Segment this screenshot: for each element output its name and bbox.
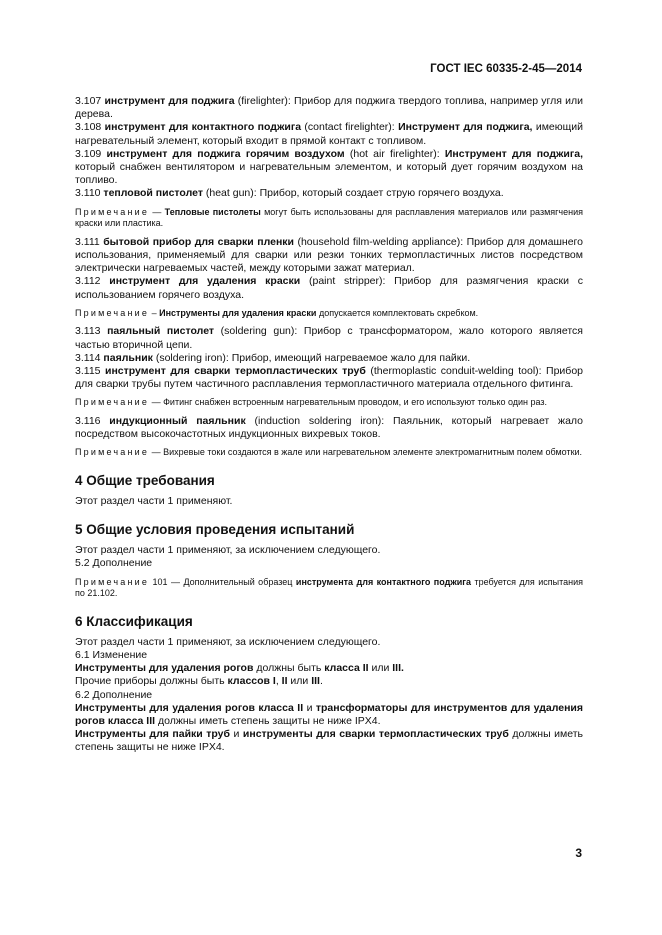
bold-term: Инструменты для удаления краски <box>159 307 317 318</box>
text-run: (hot air firelighter): <box>344 147 445 160</box>
paragraph <box>75 728 583 754</box>
bold-term: тепловой пистолет <box>103 187 203 200</box>
paragraph <box>75 662 583 675</box>
text-run: (paint stripper): Прибор для размягчения краски с использованием горячего воздуха. <box>75 275 584 301</box>
text-run: (heat gun): Прибор, который создает струю горячего воздуха. <box>202 187 504 200</box>
bold-term: Инструменты для пайки труб <box>75 728 230 741</box>
text-run: 3.108 <box>75 121 105 134</box>
paragraph <box>75 275 583 301</box>
spacer <box>75 600 583 614</box>
note-paragraph <box>75 397 583 409</box>
document-body <box>75 95 583 755</box>
page-number: 3 <box>575 846 582 860</box>
bold-term: инструмент для поджига <box>104 95 235 107</box>
text-run: 6.1 Изменение <box>75 649 148 662</box>
text-run: 3.111 <box>75 235 104 248</box>
paragraph <box>75 148 583 188</box>
text-run: Этот раздел части 1 применяют, за исключением следующего. <box>75 544 381 557</box>
text-run: или <box>368 662 393 675</box>
text-run: 3.114 <box>75 351 104 364</box>
bold-term: трансформаторы для инструментов для удаления рогов класса III <box>75 701 583 728</box>
text-run: — <box>149 206 165 217</box>
text-run: или <box>287 675 312 688</box>
bold-term: бытовой прибор для сварки пленки <box>103 235 294 248</box>
paragraph <box>75 365 583 391</box>
text-run: допускается комплектовать скребком. <box>316 307 479 318</box>
text-run: должны иметь степень защиты не ниже IPX4. <box>75 728 583 754</box>
text-run: Прочие приборы должны быть <box>75 675 228 688</box>
bold-term: инструмент для удаления краски <box>109 275 301 288</box>
text-run: (induction soldering iron): Паяльник, который нагревает жало посредством высокочастотных индукционных вихревых токов. <box>75 415 583 441</box>
text-run: (thermoplastic conduit-welding tool): Прибор для сварки трубы путем частичного расплавления термопластичного материала отдельного фитинга. <box>75 365 583 391</box>
text-run: — Вихревые токи создаются в жале или нагревательном элементе электромагнитным полем обмотки. <box>149 447 583 458</box>
text-run: 3.112 <box>75 275 110 288</box>
text-run: и <box>230 728 243 741</box>
note-label: Примечание <box>75 397 150 408</box>
paragraph <box>75 415 583 441</box>
paragraph <box>75 557 583 570</box>
bold-term: Инструменты для удаления рогов <box>75 662 254 675</box>
bold-term: инструмент для сварки термопластических труб <box>104 365 366 378</box>
note-paragraph <box>75 447 583 459</box>
document-header: ГОСТ IEC 60335-2-45—2014 <box>430 63 582 75</box>
text-run: Этот раздел части 1 применяют. <box>75 495 233 508</box>
paragraph <box>75 689 583 702</box>
text-run: 3.110 <box>75 187 104 200</box>
paragraph <box>75 675 583 688</box>
text-run: 6.2 Дополнение <box>75 688 153 701</box>
section-heading: 6 Классификация <box>75 613 193 629</box>
paragraph <box>75 352 583 365</box>
text-run: 101 — Дополнительный образец <box>149 576 296 587</box>
note-label: Примечание <box>75 206 150 217</box>
bold-term: паяльник <box>103 351 153 364</box>
text-run: Этот раздел части 1 применяют, за исключением следующего. <box>75 635 381 648</box>
text-run: 5.2 Дополнение <box>75 557 153 570</box>
paragraph <box>75 95 583 121</box>
text-run: . <box>319 675 323 688</box>
text-run: (household film-welding appliance): Прибор для домашнего использования, применяемый для сварки или резки тонких термопластичных листов посредством электрически нагреваемых частей, между которыми зажат материал. <box>75 235 583 275</box>
bold-term: Инструменты для удаления рогов класса II <box>75 701 304 714</box>
bold-term: класса II <box>324 662 369 675</box>
text-run: (soldering gun): Прибор с трансформатором, жало которого является частью вторичной цепи. <box>75 325 583 351</box>
note-label: Примечание <box>75 576 150 587</box>
paragraph <box>75 495 583 508</box>
note-paragraph <box>75 308 583 320</box>
text-run: должны иметь степень защиты не ниже IPX4. <box>155 715 381 728</box>
paragraph <box>75 121 583 147</box>
bold-term: III <box>311 675 320 688</box>
paragraph <box>75 636 583 649</box>
text-run: и <box>303 701 316 714</box>
section-heading: 5 Общие условия проведения испытаний <box>75 522 355 538</box>
text-run: 3.107 <box>75 95 105 107</box>
bold-term: инструмента для контактного поджига <box>295 576 472 587</box>
bold-term: Тепловые пистолеты <box>164 206 261 217</box>
text-run: могут быть использованы для расплавления материалов или размягчения краски или пластика. <box>75 206 583 229</box>
note-label: Примечание <box>75 307 150 318</box>
bold-term: инструмент для поджига горячим воздухом <box>106 147 345 160</box>
text-run: 3.115 <box>75 365 105 378</box>
text-run: 3.109 <box>75 147 107 160</box>
spacer <box>75 459 583 473</box>
text-run: который снабжен вентилятором и нагревательным элементом, и который дует горячим воздухом на топливо. <box>75 161 583 187</box>
paragraph <box>75 649 583 662</box>
note-paragraph <box>75 577 583 600</box>
bold-term: классов I <box>227 675 276 688</box>
bold-term: индукционный паяльник <box>109 415 246 428</box>
text-run: , <box>275 675 282 688</box>
text-run: должны быть <box>253 662 325 675</box>
paragraph <box>75 544 583 557</box>
spacer <box>75 508 583 522</box>
paragraph <box>75 187 583 200</box>
text-run: 3.113 <box>75 325 108 338</box>
note-label: Примечание <box>75 447 150 458</box>
bold-term: Инструмент для поджига, <box>398 121 533 134</box>
bold-term: III. <box>392 662 404 675</box>
paragraph <box>75 702 583 728</box>
text-run: требуется для испытания по 21.102. <box>75 576 584 599</box>
section-heading: 4 Общие требования <box>75 473 215 489</box>
text-run: (contact firelighter): <box>301 121 399 134</box>
text-run: 3.116 <box>75 415 110 428</box>
bold-term: паяльный пистолет <box>107 325 215 338</box>
bold-term: инструменты для сварки термопластических труб <box>242 728 509 741</box>
bold-term: II <box>281 675 288 688</box>
text-run: (soldering iron): Прибор, имеющий нагреваемое жало для пайки. <box>152 351 471 364</box>
text-run: – <box>149 307 160 318</box>
paragraph <box>75 236 583 276</box>
bold-term: инструмент для контактного поджига <box>104 121 302 134</box>
text-run: — Фитинг снабжен встроенным нагревательным проводом, и его используют только один раз. <box>149 397 548 408</box>
paragraph <box>75 325 583 351</box>
bold-term: Инструмент для поджига, <box>444 147 584 160</box>
text-run: (firelighter): Прибор для поджига твердого топлива, например угля или дерева. <box>75 95 583 121</box>
text-run: имеющий нагревательный элемент, который входит в прямой контакт с топливом. <box>75 121 584 147</box>
note-paragraph <box>75 207 583 230</box>
